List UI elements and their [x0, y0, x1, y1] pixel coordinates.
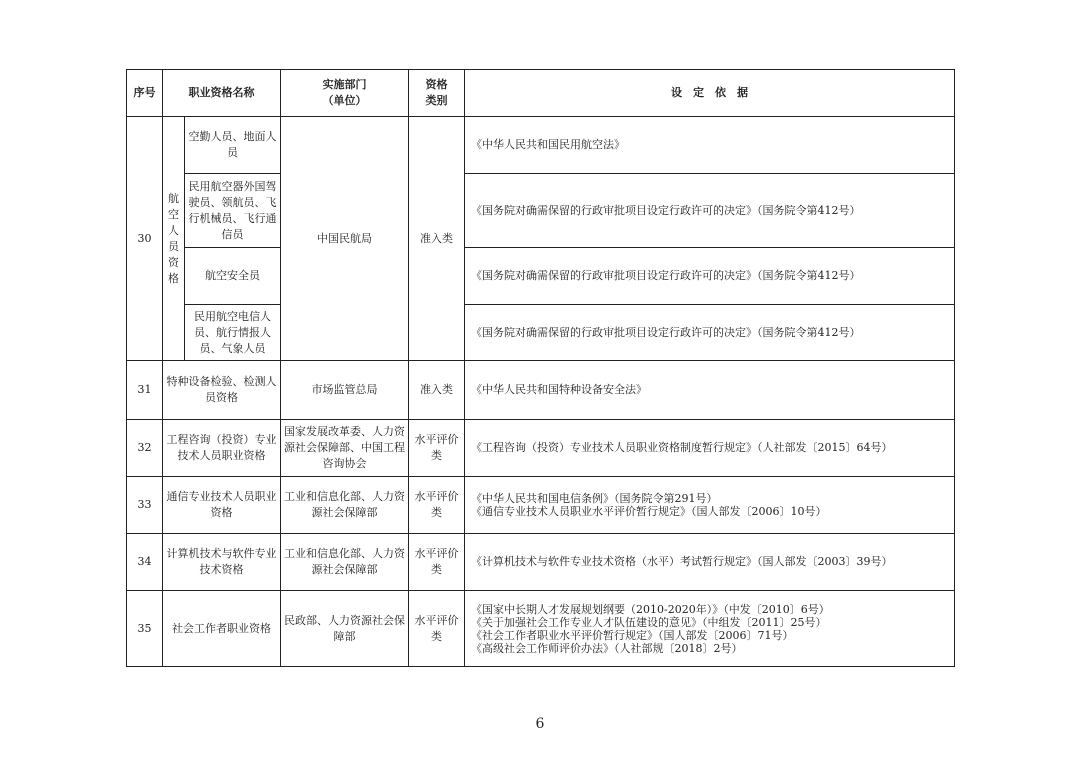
- basis-line: 《关于加强社会工作专业人才队伍建设的意见》（中组发〔2011〕25号）: [471, 615, 827, 629]
- page-number: 6: [535, 716, 545, 732]
- dept-cell: 中国民航局: [281, 117, 409, 361]
- category-cell: 水平评价类: [409, 420, 465, 477]
- row-no-cell: 32: [127, 420, 163, 477]
- qualification-name-cell: 计算机技术与软件专业技术资格: [163, 534, 281, 591]
- basis-cell: [465, 361, 955, 420]
- table-row: [127, 361, 955, 420]
- basis-cell: 《国务院对确需保留的行政审批项目设定行政许可的决定》（国务院令第412号）: [465, 174, 955, 248]
- group-label-char: 航: [168, 191, 179, 205]
- category-cell: 水平评价类: [409, 534, 465, 591]
- qualification-table: [126, 69, 955, 667]
- header-row: [127, 70, 955, 117]
- header-dept-line2: （单位）: [322, 94, 367, 107]
- basis-cell: [465, 477, 955, 534]
- category-cell: 准入类: [409, 117, 465, 361]
- dept-cell: 国家发展改革委、人力资源社会保障部、中国工程咨询协会: [281, 420, 409, 477]
- header-dept: [281, 70, 409, 117]
- group-label-char: 员: [168, 239, 179, 253]
- table-row: [127, 117, 955, 174]
- table-row: [127, 420, 955, 477]
- table-row: [127, 477, 955, 534]
- header-name: 职业资格名称: [163, 70, 281, 117]
- row-no-cell: 30: [127, 117, 163, 361]
- header-basis: 设 定 依 据: [465, 70, 955, 117]
- qualification-name-cell: 特种设备检验、检测人员资格: [163, 361, 281, 420]
- basis-cell: 《中华人民共和国民用航空法》: [465, 117, 955, 174]
- basis-cell: 《国务院对确需保留的行政审批项目设定行政许可的决定》（国务院令第412号）: [465, 305, 955, 361]
- basis-line: 《通信专业技术人员职业水平评价暂行规定》（国人部发〔2006〕10号）: [471, 505, 827, 518]
- group-label-char: 空: [168, 207, 179, 221]
- table-row: [127, 305, 955, 361]
- header-no: 序号: [127, 70, 163, 117]
- header-dept-line1: 实施部门: [322, 78, 367, 91]
- header-category-line1: 资格: [425, 78, 448, 91]
- header-category: [409, 70, 465, 117]
- group-label-char: 资: [168, 255, 179, 269]
- dept-cell: 民政部、人力资源社会保障部: [281, 591, 409, 667]
- group-label-char: 人: [168, 223, 179, 237]
- row-no-cell: 34: [127, 534, 163, 591]
- qualification-name-cell: 民用航空电信人员、航行情报人员、气象人员: [185, 305, 281, 361]
- basis-cell: [465, 591, 955, 667]
- qualification-name-cell: 社会工作者职业资格: [163, 591, 281, 667]
- row-no-cell: 33: [127, 477, 163, 534]
- category-cell: 水平评价类: [409, 591, 465, 667]
- basis-line: 《中华人民共和国电信条例》（国务院令第291号）: [471, 492, 718, 505]
- qualification-name-cell: 空勤人员、地面人员: [185, 117, 281, 174]
- dept-cell: 市场监管总局: [281, 361, 409, 420]
- basis-cell: [465, 534, 955, 591]
- table-row: [127, 534, 955, 591]
- qualification-name-cell: 通信专业技术人员职业资格: [163, 477, 281, 534]
- basis-cell: [465, 420, 955, 477]
- dept-cell: 工业和信息化部、人力资源社会保障部: [281, 477, 409, 534]
- qualification-name-cell: 工程咨询（投资）专业技术人员职业资格: [163, 420, 281, 477]
- group-label-cell: [163, 117, 185, 361]
- basis-line: 《国家中长期人才发展规划纲要（2010-2020年）》（中发〔2010〕6号）: [471, 602, 830, 616]
- qualification-name-cell: 航空安全员: [185, 248, 281, 305]
- header-category-line2: 类别: [425, 94, 448, 107]
- row-no-cell: 31: [127, 361, 163, 420]
- basis-line: 《计算机技术与软件专业技术资格（水平）考试暂行规定》（国人部发〔2003〕39号）: [471, 555, 893, 568]
- category-cell: 准入类: [409, 361, 465, 420]
- table-row: [127, 248, 955, 305]
- group-label-char: 格: [168, 271, 179, 285]
- category-cell: 水平评价类: [409, 477, 465, 534]
- row-no-cell: 35: [127, 591, 163, 667]
- table-row: [127, 174, 955, 248]
- basis-line: 《高级社会工作师评价办法》（人社部规〔2018〕2号）: [471, 641, 743, 655]
- table-row: [127, 591, 955, 667]
- dept-cell: 工业和信息化部、人力资源社会保障部: [281, 534, 409, 591]
- basis-line: 《工程咨询（投资）专业技术人员职业资格制度暂行规定》（人社部发〔2015〕64号）: [471, 441, 893, 454]
- basis-line: 《社会工作者职业水平评价暂行规定》（国人部发〔2006〕71号）: [471, 628, 794, 642]
- qualification-name-cell: 民用航空器外国驾驶员、领航员、飞行机械员、飞行通信员: [185, 174, 281, 248]
- basis-line: 《中华人民共和国特种设备安全法》: [471, 383, 647, 396]
- basis-cell: 《国务院对确需保留的行政审批项目设定行政许可的决定》（国务院令第412号）: [465, 248, 955, 305]
